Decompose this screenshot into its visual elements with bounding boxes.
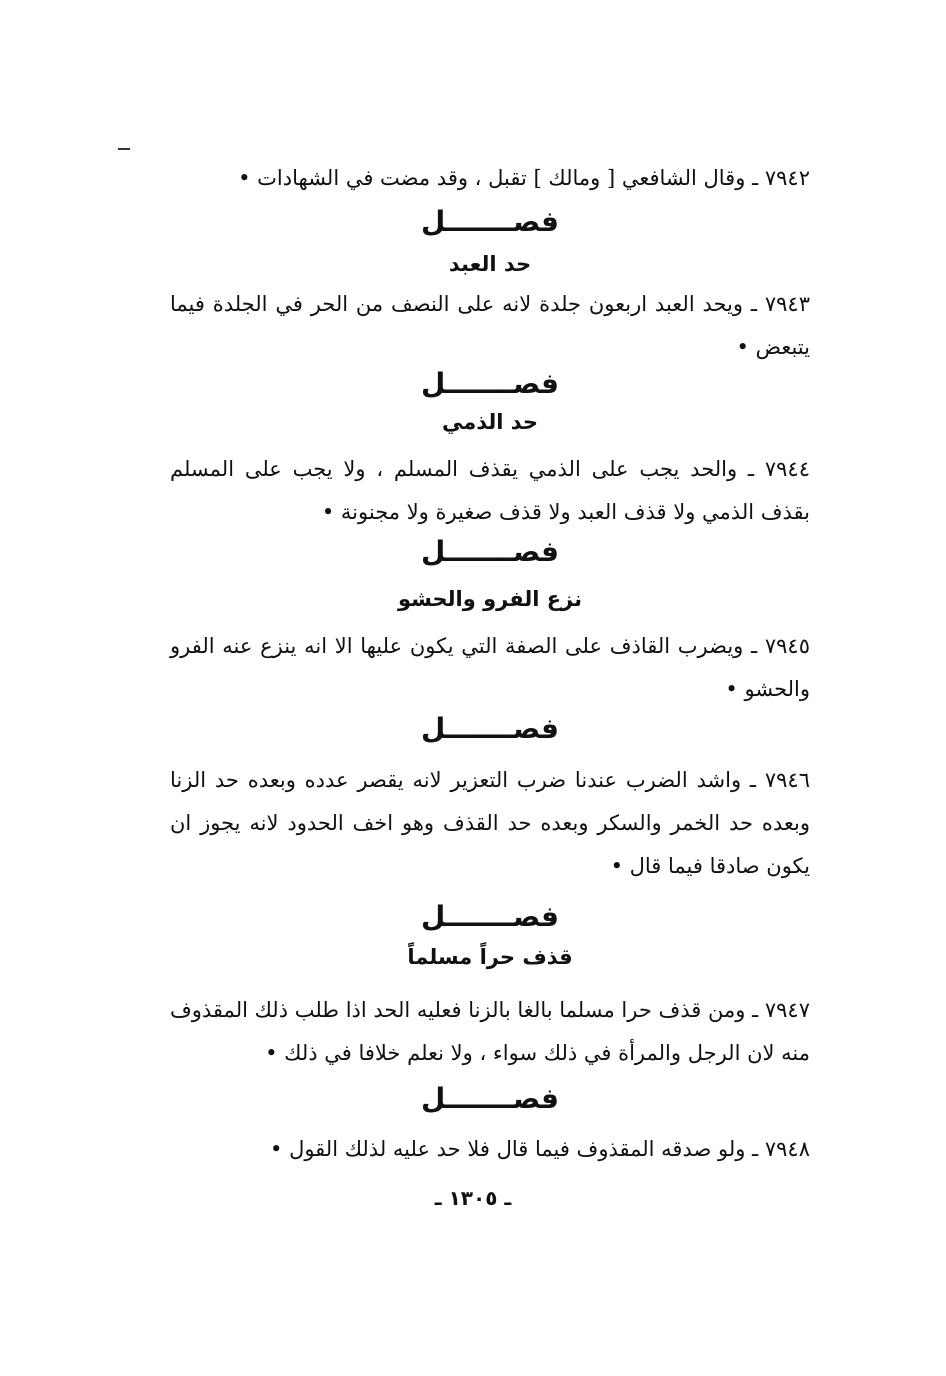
paragraph-7942: ٧٩٤٢ ـ وقال الشافعي [ ومالك ] تقبل ، وقد مضت في الشهادات • <box>238 166 810 190</box>
section-heading-fasl: فصـــــــل <box>421 367 559 400</box>
margin-mark <box>118 148 130 150</box>
page-number: ـ ١٣٠٥ ـ <box>434 1186 512 1210</box>
section-heading-fasl: فصـــــــل <box>421 205 559 238</box>
subheading-qadhf-hurran-musliman: قذف حراً مسلماً <box>407 945 573 969</box>
section-heading-fasl: فصـــــــل <box>421 1082 559 1115</box>
paragraph-7948: ٧٩٤٨ ـ ولو صدقه المقذوف فيما قال فلا حد عليه لذلك القول • <box>270 1137 810 1161</box>
subheading-hadd-al-dhimmi: حد الذمي <box>441 410 539 434</box>
paragraph-7946: ٧٩٤٦ ـ واشد الضرب عندنا ضرب التعزير لانه يقصر عدده وبعده حد الزنا وبعده حد الخمر والسكر وبعده حد القذف وهو اخف الحدود لانه يجوز ان يكون صادقا فيما قال • <box>170 768 810 878</box>
paragraph-7944: ٧٩٤٤ ـ والحد يجب على الذمي يقذف المسلم ، ولا يجب على المسلم بقذف الذمي ولا قذف العبد ولا قذف صغيرة ولا مجنونة • <box>170 457 810 524</box>
paragraph-7945: ٧٩٤٥ ـ ويضرب القاذف على الصفة التي يكون عليها الا انه ينزع عنه الفرو والحشو • <box>170 634 810 701</box>
section-heading-fasl: فصـــــــل <box>421 900 559 933</box>
paragraph-7943: ٧٩٤٣ ـ ويحد العبد اربعون جلدة لانه على النصف من الحر في الجلدة فيما يتبعض • <box>170 292 810 359</box>
text-column <box>170 0 810 1376</box>
paragraph-7947: ٧٩٤٧ ـ ومن قذف حرا مسلما بالغا بالزنا فعليه الحد اذا طلب ذلك المقذوف منه لان الرجل والمرأة في ذلك سواء ، ولا نعلم خلافا في ذلك • <box>170 998 810 1065</box>
subheading-naz-al-farw: نزع الفرو والحشو <box>397 587 583 611</box>
section-heading-fasl: فصـــــــل <box>421 712 559 745</box>
subheading-hadd-al-abd: حد العبد <box>448 252 532 276</box>
section-heading-fasl: فصـــــــل <box>421 535 559 568</box>
